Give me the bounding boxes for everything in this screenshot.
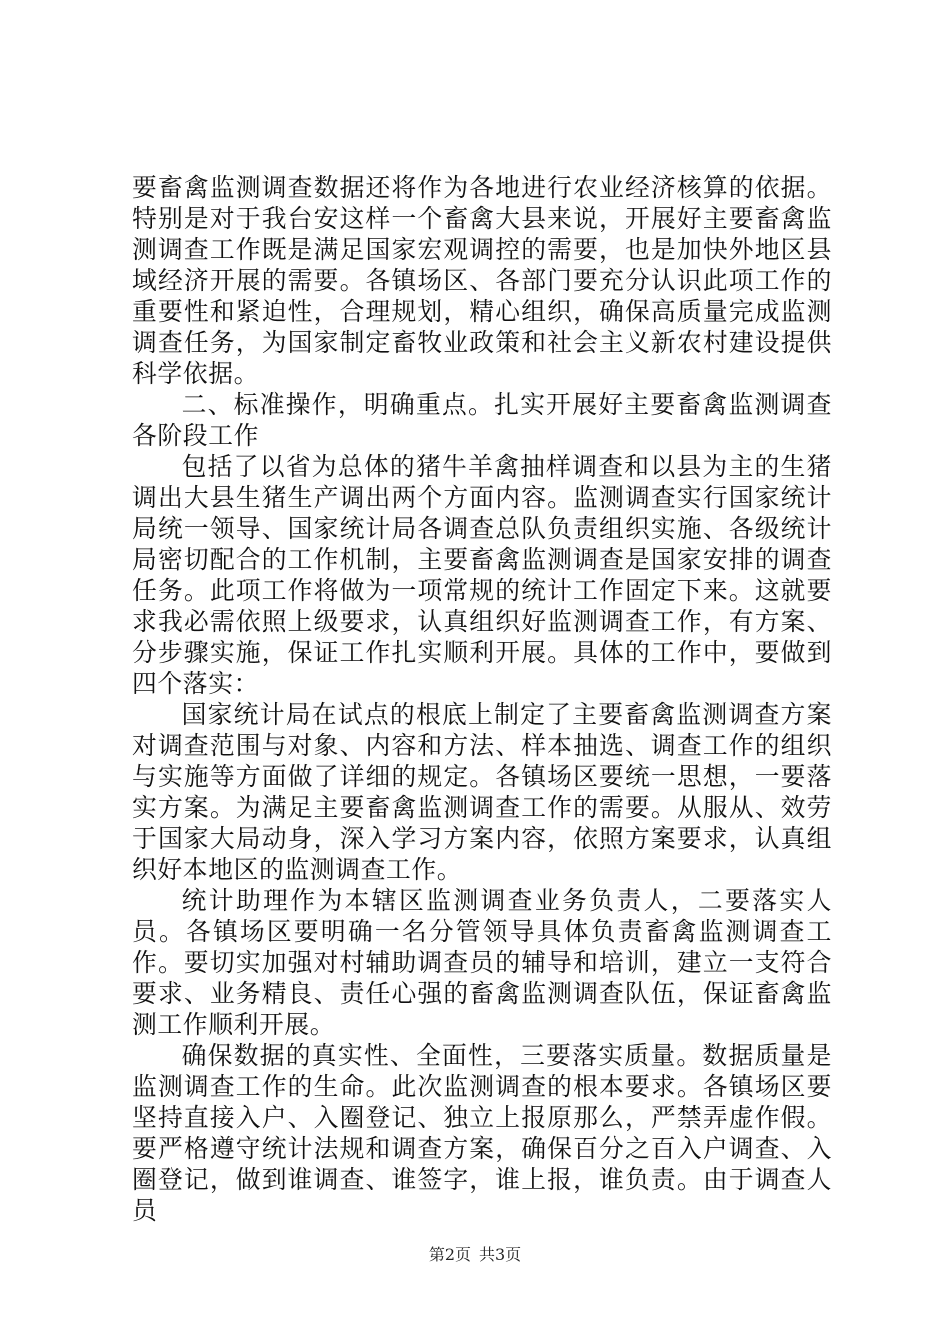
paragraph-5: 统计助理作为本辖区监测调查业务负责人，二要落实人员。各镇场区要明确一名分管领导具体负责畜禽监测调查工作。要切实加强对村辅助调查员的辅导和培训，建立一支符合要求、业务精良、责任心强的畜禽监测调查队伍，保证畜禽监测工作顺利开展。 — [132, 886, 832, 1039]
page-number: 第2页 — [428, 1245, 471, 1264]
paragraph-4: 国家统计局在试点的根底上制定了主要畜禽监测调查方案对调查范围与对象、内容和方法、样本抽选、调查工作的组织与实施等方面做了详细的规定。各镇场区要统一思想，一要落实方案。为满足主要畜禽监测调查工作的需要。从服从、效劳于国家大局动身，深入学习方案内容，依照方案要求，认真组织好本地区的监测调查工作。 — [132, 700, 832, 884]
document-body — [132, 172, 832, 1226]
paragraph-3: 包括了以省为总体的猪牛羊禽抽样调查和以县为主的生猪调出大县生猪生产调出两个方面内容。监测调查实行国家统计局统一领导、国家统计局各调查总队负责组织实施、各级统计局密切配合的工作机制，主要畜禽监测调查是国家安排的调查任务。此项工作将做为一项常规的统计工作固定下来。这就要求我必需依照上级要求，认真组织好监测调查工作，有方案、分步骤实施，保证工作扎实顺利开展。具体的工作中，要做到四个落实： — [132, 452, 832, 698]
paragraph-1: 要畜禽监测调查数据还将作为各地进行农业经济核算的依据。特别是对于我台安这样一个畜禽大县来说，开展好主要畜禽监测调查工作既是满足国家宏观调控的需要，也是加快外地区县域经济开展的需要。各镇场区、各部门要充分认识此项工作的重要性和紧迫性，合理规划，精心组织，确保高质量完成监测调查任务，为国家制定畜牧业政策和社会主义新农村建设提供科学依据。 — [132, 173, 832, 388]
section-heading: 二、标准操作，明确重点。扎实开展好主要畜禽监测调查各阶段工作 — [132, 390, 832, 450]
paragraph-6: 确保数据的真实性、全面性，三要落实质量。数据质量是监测调查工作的生命。此次监测调查的根本要求。各镇场区要坚持直接入户、入圈登记、独立上报原那么，严禁弄虚作假。要严格遵守统计法规和调查方案，确保百分之百入户调查、入圈登记，做到谁调查、谁签字，谁上报，谁负责。由于调查人员 — [132, 1041, 832, 1225]
page-footer — [0, 1245, 950, 1265]
page-total: 共3页 — [479, 1245, 522, 1264]
